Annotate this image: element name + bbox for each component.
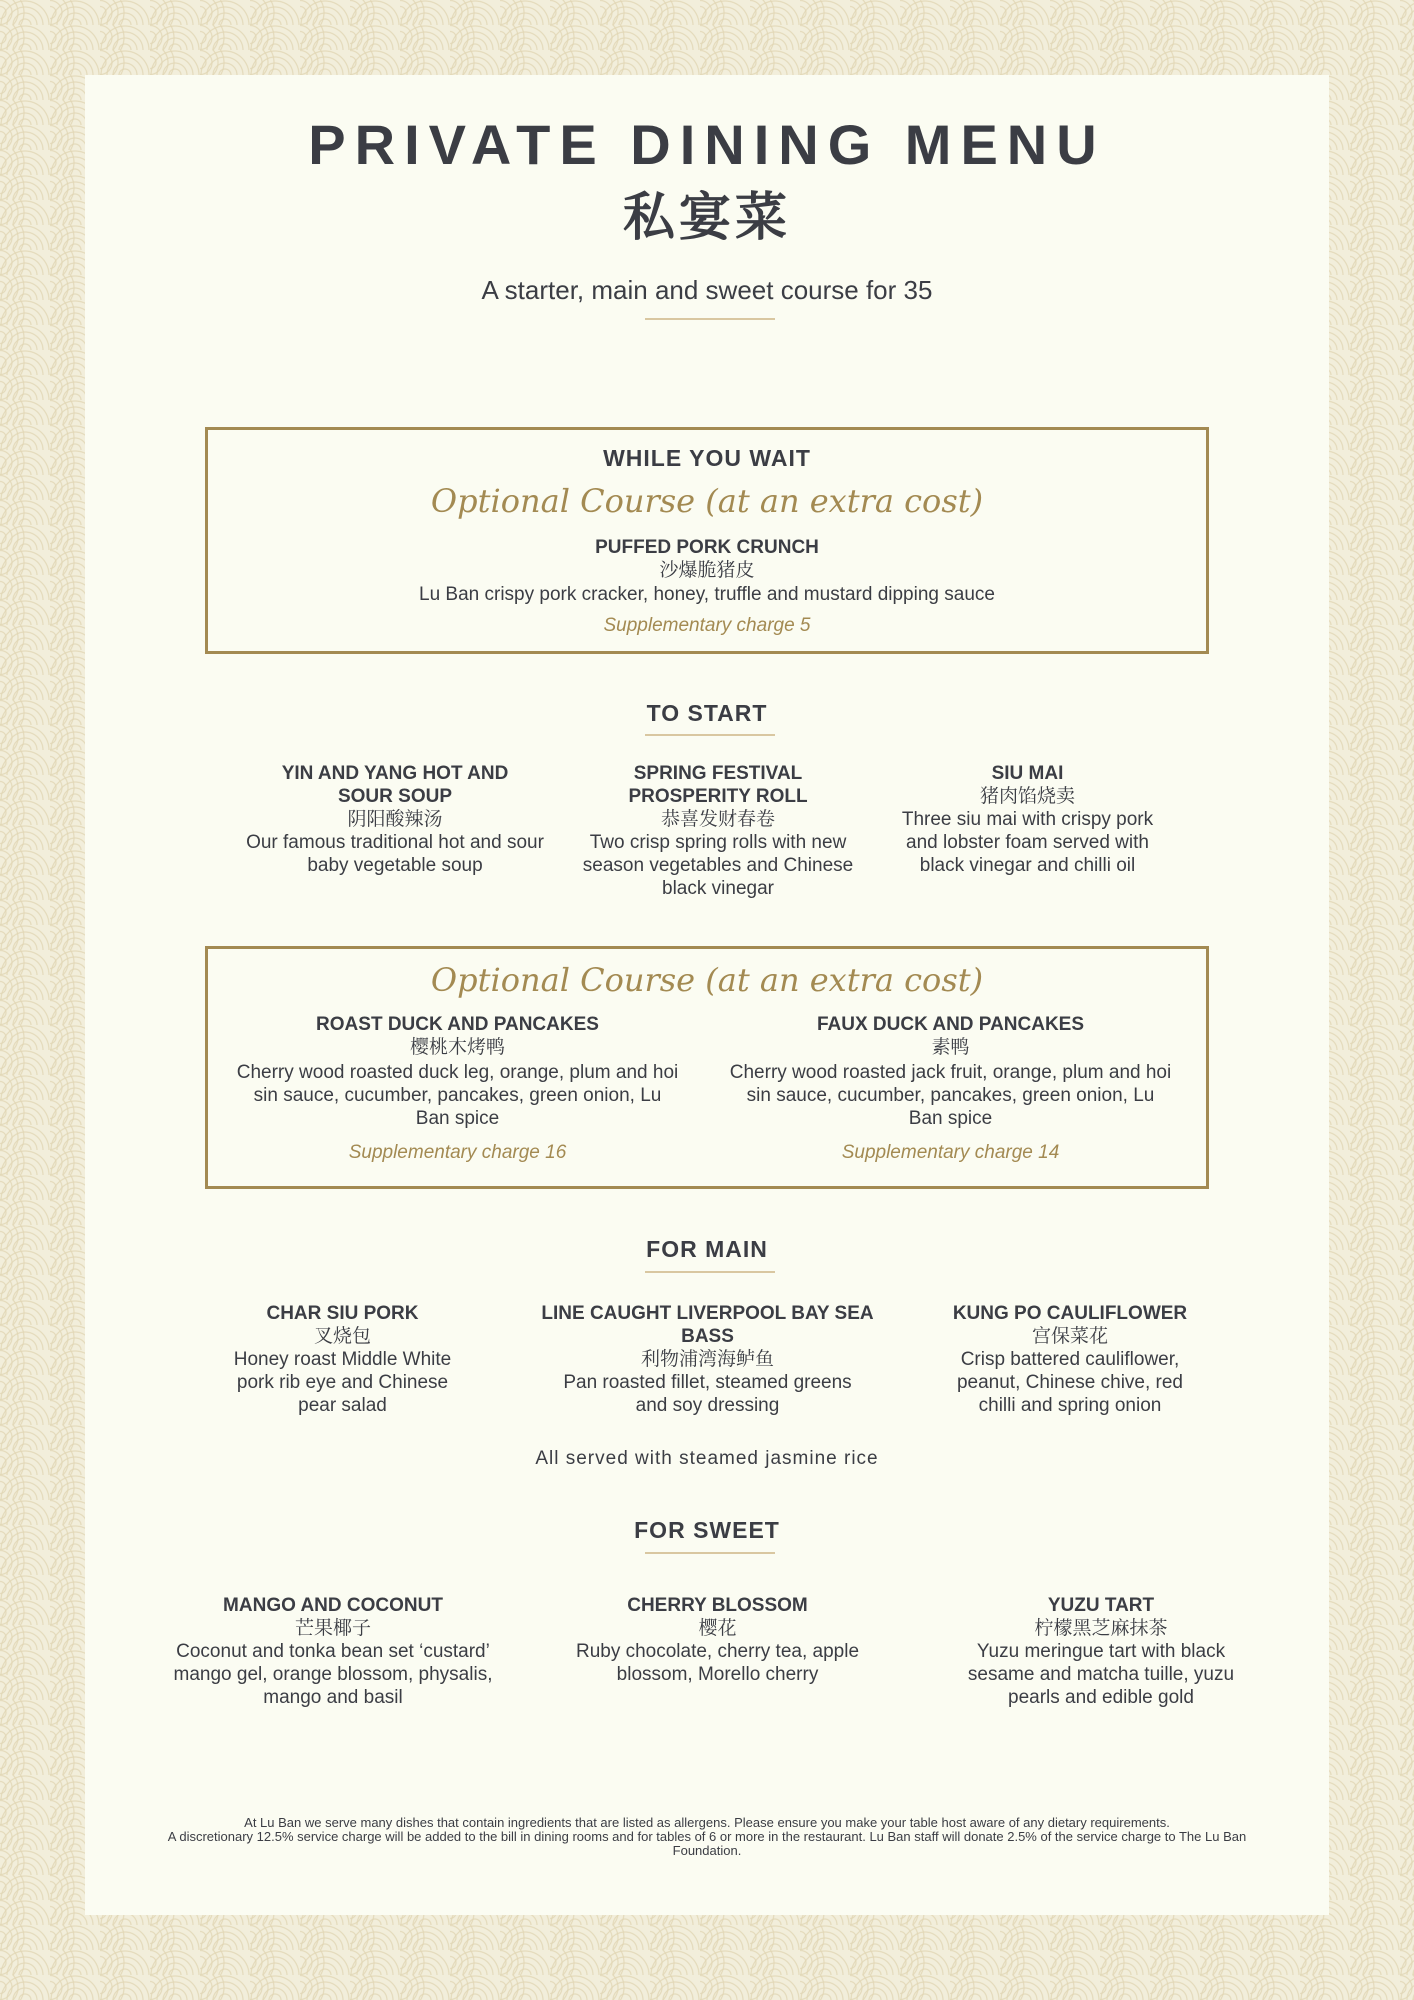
dish-description: Three siu mai with crispy pork and lobster foam served with black vinegar and chilli oil: [901, 809, 1154, 876]
dish-description: Coconut and tonka bean set ‘custard’ mango gel, orange blossom, physalis, mango and basil: [173, 1641, 493, 1708]
dish-name: CHAR SIU PORK: [266, 1303, 419, 1324]
dish-name: CHERRY BLOSSOM: [627, 1595, 808, 1616]
dish-description: Pan roasted fillet, steamed greens and soy dressing: [563, 1372, 852, 1416]
dish-name-chinese: 素鸭: [931, 1037, 970, 1058]
menu-subtitle: A starter, main and sweet course for 35: [481, 275, 933, 305]
dish-name: ROAST DUCK AND PANCAKES: [316, 1014, 599, 1035]
dish-name-chinese: 猪肉馅烧卖: [979, 786, 1075, 807]
for-sweet-heading: FOR SWEET: [634, 1517, 780, 1543]
dish-card: [148, 1594, 518, 1709]
dish-name-chinese: 宫保菜花: [1031, 1326, 1108, 1347]
dish-card: [210, 1302, 475, 1417]
dish-description: Cherry wood roasted jack fruit, orange, plum and hoi sin sauce, cucumber, pancakes, green onion, Lu Ban spice: [729, 1062, 1172, 1129]
dish-card: [235, 1013, 680, 1164]
supplementary-charge: Supplementary charge 5: [603, 615, 811, 636]
dish-card: [578, 762, 858, 900]
main-course-note: All served with steamed jasmine rice: [535, 1448, 879, 1469]
supplementary-charge: Supplementary charge 16: [348, 1142, 567, 1163]
allergen-notice: At Lu Ban we serve many dishes that contain ingredients that are listed as allergens. Please ensure you make your table host aware of any dietary requirements.: [244, 1815, 1170, 1830]
for-main-heading: FOR MAIN: [646, 1236, 768, 1262]
dish-name-chinese: 阴阳酸辣汤: [347, 809, 443, 830]
dish-card: [240, 762, 550, 877]
dish-card: [940, 1594, 1262, 1709]
dish-name: KUNG PO CAULIFLOWER: [952, 1303, 1188, 1324]
dish-description: Cherry wood roasted duck leg, orange, plum and hoi sin sauce, cucumber, pancakes, green onion, Lu Ban spice: [236, 1062, 679, 1129]
dish-description: Yuzu meringue tart with black sesame and matcha tuille, yuzu pearls and edible gold: [967, 1641, 1235, 1708]
title-divider: [645, 318, 775, 320]
dish-name: YIN AND YANG HOT AND SOUR SOUP: [281, 763, 509, 807]
page-title: PRIVATE DINING MENU: [308, 113, 1106, 176]
dish-card: [555, 1594, 880, 1686]
dish-description: Our famous traditional hot and sour baby vegetable soup: [246, 832, 544, 876]
dish-name: LINE CAUGHT LIVERPOOL BAY SEA BASS: [541, 1303, 874, 1347]
dish-name: SPRING FESTIVAL PROSPERITY ROLL: [628, 763, 808, 807]
dish-card: [900, 762, 1155, 877]
optional-course-label: Optional Course (at an extra cost): [430, 961, 984, 999]
dish-name-chinese: 利物浦湾海鲈鱼: [640, 1349, 774, 1370]
supplementary-charge: Supplementary charge 14: [841, 1142, 1060, 1163]
dish-name-chinese: 柠檬黑芝麻抹茶: [1034, 1618, 1168, 1639]
dish-card: [728, 1013, 1173, 1164]
dish-name-chinese: 樱桃木烤鸭: [409, 1037, 505, 1058]
dish-name-chinese: 芒果椰子: [294, 1618, 371, 1639]
to-start-divider: [645, 734, 775, 736]
dish-description: Two crisp spring rolls with new season vegetables and Chinese black vinegar: [582, 832, 854, 899]
dish-card: [535, 1302, 880, 1417]
to-start-heading: TO START: [646, 700, 768, 726]
while-you-wait-heading: WHILE YOU WAIT: [603, 445, 811, 471]
dish-name-chinese: 沙爆脆猪皮: [659, 560, 755, 581]
page-title-chinese: 私宴菜: [622, 189, 791, 247]
dish-name: PUFFED PORK CRUNCH: [595, 537, 819, 558]
dish-description: Lu Ban crispy pork cracker, honey, truffle and mustard dipping sauce: [419, 584, 995, 605]
dish-name: FAUX DUCK AND PANCAKES: [816, 1014, 1085, 1035]
for-sweet-divider: [645, 1552, 775, 1554]
allergen-service-footer: [0, 1816, 1414, 1858]
dish-description: Honey roast Middle White pork rib eye and Chinese pear salad: [233, 1349, 452, 1416]
dish-name: YUZU TART: [1047, 1595, 1155, 1616]
dish-name-chinese: 叉烧包: [313, 1326, 371, 1347]
dish-description: Crisp battered cauliflower, peanut, Chinese chive, red chilli and spring onion: [956, 1349, 1184, 1416]
dish-card: [925, 1302, 1215, 1417]
for-main-divider: [645, 1271, 775, 1273]
dish-name: MANGO AND COCONUT: [223, 1595, 443, 1616]
dish-description: Ruby chocolate, cherry tea, apple blossom, Morello cherry: [575, 1641, 860, 1685]
dish-name-chinese: 恭喜发财春卷: [660, 809, 775, 830]
optional-course-label: Optional Course (at an extra cost): [430, 482, 984, 520]
service-charge-notice: A discretionary 12.5% service charge will be added to the bill in dining rooms and for tables of 6 or more in the restaurant. Lu Ban staff will donate 2.5% of the service charge to The Lu Ban Foundation.: [167, 1829, 1247, 1858]
dish-name-chinese: 樱花: [698, 1618, 737, 1639]
dish-name: SIU MAI: [991, 763, 1064, 784]
